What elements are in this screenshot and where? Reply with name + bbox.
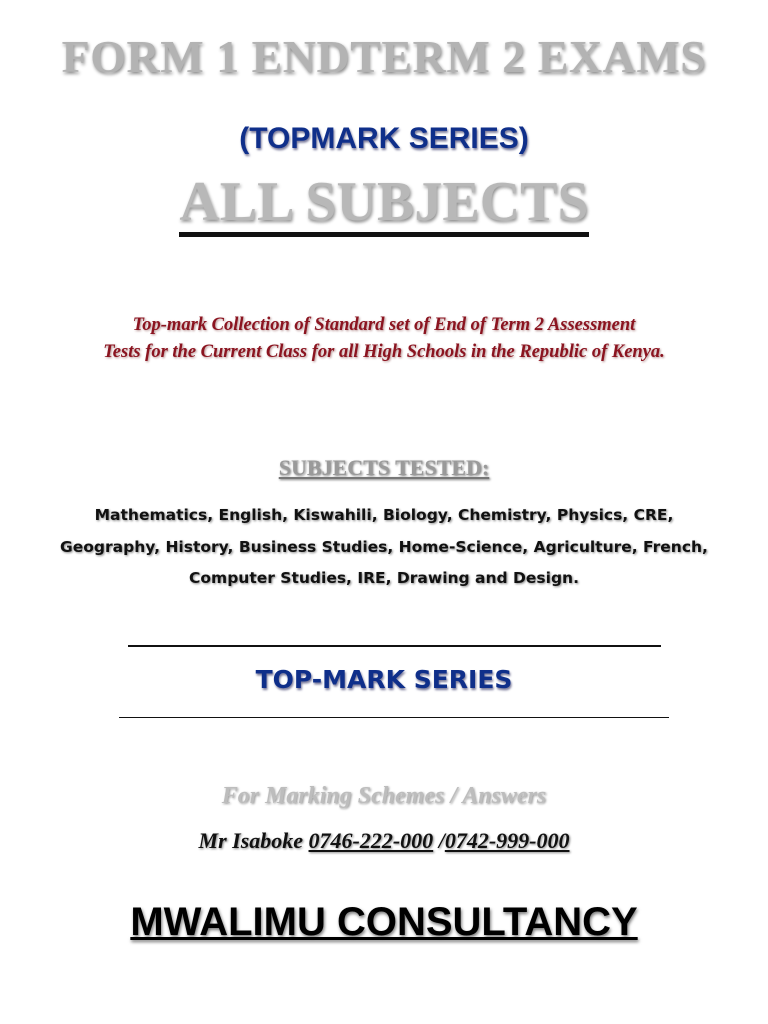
contact-name: Mr Isaboke [198,828,304,853]
top-divider [128,645,661,647]
series-name: TOP-MARK SERIES [255,665,513,694]
contact-phone-2[interactable]: 0742-999-000 [444,828,570,853]
publisher-name-text: MWALIMU CONSULTANCY [130,900,638,944]
bottom-divider [119,717,669,718]
contact-line [0,828,768,854]
contact-phone-1[interactable]: 0746-222-000 [308,828,434,853]
scope-heading [0,170,768,237]
marking-note: For Marking Schemes / Answers [221,783,547,809]
description-line-1: Top-mark Collection of Standard set of End of Term 2 Assessment [132,315,636,335]
document-title: FORM 1 ENDTERM 2 EXAMS [61,31,707,82]
series-subtitle: (TOPMARK SERIES) [239,122,529,155]
contact-separator: / [438,828,445,853]
subjects-line-2: Geography, History, Business Studies, Home-Science, Agriculture, French, [60,537,708,556]
publisher-name [0,900,768,945]
subjects-line-1: Mathematics, English, Kiswahili, Biology, Chemistry, Physics, CRE, [94,506,674,524]
subjects-line-3: Computer Studies, IRE, Drawing and Design. [189,569,579,587]
description-line-2: Tests for the Current Class for all High Schools in the Republic of Kenya. [103,342,665,362]
subjects-heading-text: SUBJECTS TESTED: [278,455,490,480]
subjects-list [0,500,768,595]
subjects-heading [0,455,768,481]
scope-heading-text: ALL SUBJECTS [179,172,588,237]
description [0,312,768,366]
